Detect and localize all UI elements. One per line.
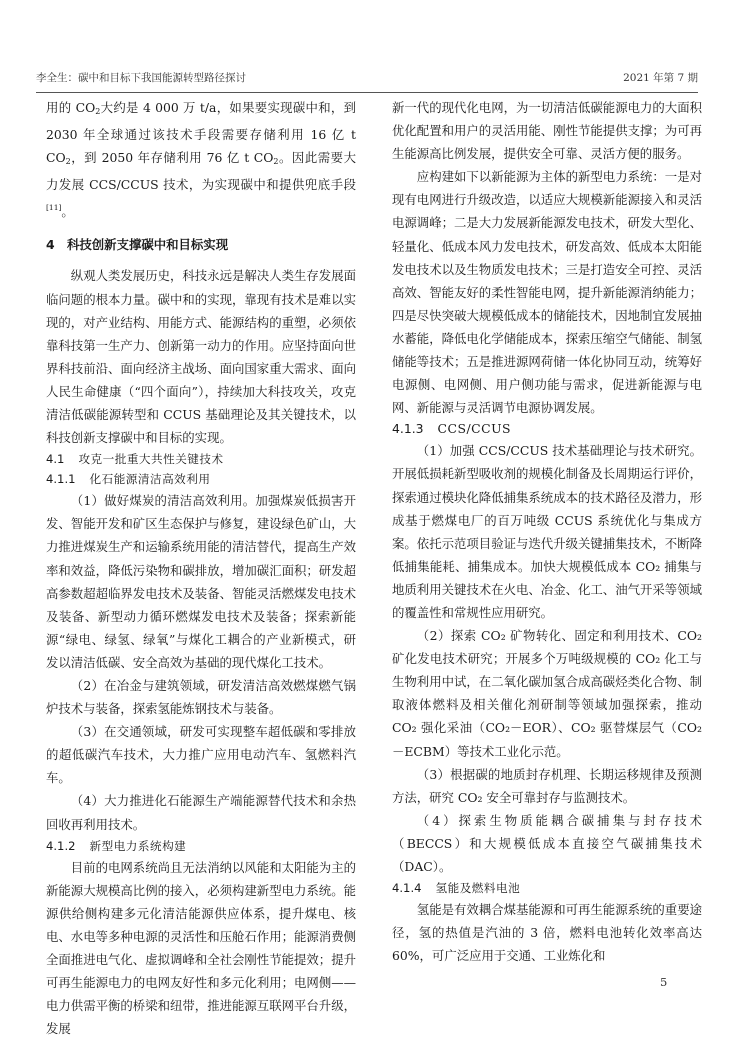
header-author-title: 李全生：碳中和目标下我国能源转型路径探讨 <box>36 72 246 84</box>
paragraph-transport: （3）在交通领域，研发可实现整车超低碳和零排放的超低碳汽车技术，大力推广应用电动汽车、氢燃料汽车。 <box>46 724 356 786</box>
page-number: 5 <box>660 975 668 989</box>
subsection-heading-4-1-4: 4.1.4 氢能及燃料电池 <box>392 881 521 896</box>
running-header <box>36 70 698 90</box>
header-issue: 2021 年第 7 期 <box>623 72 698 84</box>
subsection-heading-4-1: 4.1 攻克一批重大共性关键技术 <box>46 452 224 467</box>
paragraph-energy-substitution: （4）大力推进化石能源生产端能源替代技术和余热回收再利用技术。 <box>46 793 356 832</box>
paragraph-ccus-storage: 用的 $CO_2$大约是 4 000 万 t/a，如果要实现碳中和，到 2030 年全球通过该技术手段需要存储利用 16 亿 t $CO_2$，到 2050 年存储利用 76 亿 t $CO_2$。因此需要大力发展 CCS/CCUS 技术，为实现碳中和提供兜底手段[11]。 <box>46 100 356 220</box>
paragraph-co2-utilization: （2）探索 CO₂ 矿物转化、固定和利用技术、CO₂ 矿化发电技术研究；开展多个万吨级规模的 CO₂ 化工与生物利用中试，在二氧化碳加氢合成高碳烃类化合物、制取液体燃料及相关催化剂研制等领域加强探索，推动 CO₂ 强化采油（CO₂－EOR）、CO₂ 驱替煤层气（CO₂－ECBM）等技术工业化示范。 <box>392 628 702 759</box>
subsection-heading-4-1-3: 4.1.3 CCS/CCUS <box>392 421 512 437</box>
paragraph-hydrogen: 氢能是有效耦合煤基能源和可再生能源系统的重要途径，氢的热值是汽油的 3 倍，燃料电池转化效率高达 60%，可广泛应用于交通、工业炼化和 <box>392 902 702 964</box>
paragraph-ccs-research: （1）加强 CCS/CCUS 技术基础理论与技术研究。开展低损耗新型吸收剂的规模化制备及长周期运行评价，探索通过模块化降低捕集系统成本的技术路径及潜力，形成基于燃煤电厂的百万吨级 CCUS 系统优化与集成方案。依托示范项目验证与迭代升级关键捕集技术，不断降低捕集能耗、捕集成本。加快大规模低成本 CO₂ 捕集与地质利用关键技术在火电、冶金、化工、油气开采等领域的覆盖性和常规性应用研究。 <box>392 443 702 620</box>
subsection-heading-4-1-2: 4.1.2 新型电力系统构建 <box>46 838 187 853</box>
paragraph-grid-continued: 新一代的现代化电网，为一切清洁低碳能源电力的大面积优化配置和用户的灵活用能、刚性节能提供支撑；为可再生能源高比例发展，提供安全可靠、灵活方便的服务。 <box>392 100 702 162</box>
left-column <box>46 96 356 1040</box>
paragraph-geologic-storage: （3）根据碳的地质封存机理、长期运移规律及预测方法，研究 CO₂ 安全可靠封存与监测技术。 <box>392 766 702 805</box>
paragraph-tech-innovation: 纵观人类发展历史，科技永远是解决人类生存发展面临问题的根本力量。碳中和的实现，靠现有技术是难以实现的，对产业结构、用能方式、能源结构的重塑，必须依靠科技第一生产力、创新第一动力的作用。应坚持面向世界科技前沿、面向经济主战场、面向国家重大需求、面向人民生命健康（“四个面向”），持续加大科技攻关，攻克清洁低碳能源转型和 CCUS 基础理论及其关键技术，以科技创新支撑碳中和目标的实现。 <box>46 268 356 446</box>
subsection-heading-4-1-1: 4.1.1 化石能源清洁高效利用 <box>46 472 211 487</box>
paragraph-beccs-dac: （4）探索生物质能耦合碳捕集与封存技术（BECCS）和大规模低成本直接空气碳捕集技术（DAC）。 <box>392 812 702 874</box>
citation-ref: [11] <box>46 203 62 213</box>
paragraph-new-power-system: 应构建如下以新能源为主体的新型电力系统：一是对现有电网进行升级改造，以适应大规模新能源接入和灵活电源调峰；二是大力发展新能源发电技术，研发大型化、轻量化、低成本风力发电技术，研发高效、低成本太阳能发电技术以及生物质发电技术；三是打造安全可控、灵活高效、智能友好的柔性智能电网，提升新能源消纳能力；四是尽快突破大规模低成本的储能技术，因地制宜发展抽水蓄能，降低电化学储能成本，探索压缩空气储能、制氢储能等技术；五是推进源网荷储一体化协同互动，统筹好电源侧、电网侧、用户侧功能与需求，促进新能源与电网、新能源与灵活调节电源协调发展。 <box>392 169 702 416</box>
section-heading-4: 4 科技创新支撑碳中和目标实现 <box>46 237 229 253</box>
right-column <box>392 96 702 967</box>
header-rule <box>36 92 698 93</box>
paragraph-coal-clean-use: （1）做好煤炭的清洁高效利用。加强煤炭低损害开发、智能开发和矿区生态保护与修复，建设绿色矿山，大力推进煤炭生产和运输系统用能的清洁替代，提高生产效率和效益，降低污染物和碳排放，增加碳汇面积；研发超高参数超超临界发电技术及装备、智能灵活燃煤发电技术及装备、新型动力循环燃煤发电技术及装备；探索新能源“绿电、绿氢、绿氧”与煤化工耦合的产业新模式，研发以清洁低碳、安全高效为基础的现代煤化工技术。 <box>46 493 356 670</box>
paragraph-power-system: 目前的电网系统尚且无法消纳以风能和太阳能为主的新能源大规模高比例的接入，必须构建新型电力系统。能源供给侧构建多元化清洁能源供应体系，提升煤电、核电、水电等多种电源的灵活性和压舱石作用；能源消费侧全面推进电气化、虚拟调峰和全社会刚性节能提效；提升可再生能源电力的电网友好性和多元化利用；电网侧——电力供需平衡的桥梁和纽带，推进能源互联网平台升级，发展 <box>46 859 356 1037</box>
paragraph-metallurgy: （2）在冶金与建筑领域，研发清洁高效燃煤燃气锅炉技术与装备，探索氢能炼钢技术与装备。 <box>46 677 356 717</box>
